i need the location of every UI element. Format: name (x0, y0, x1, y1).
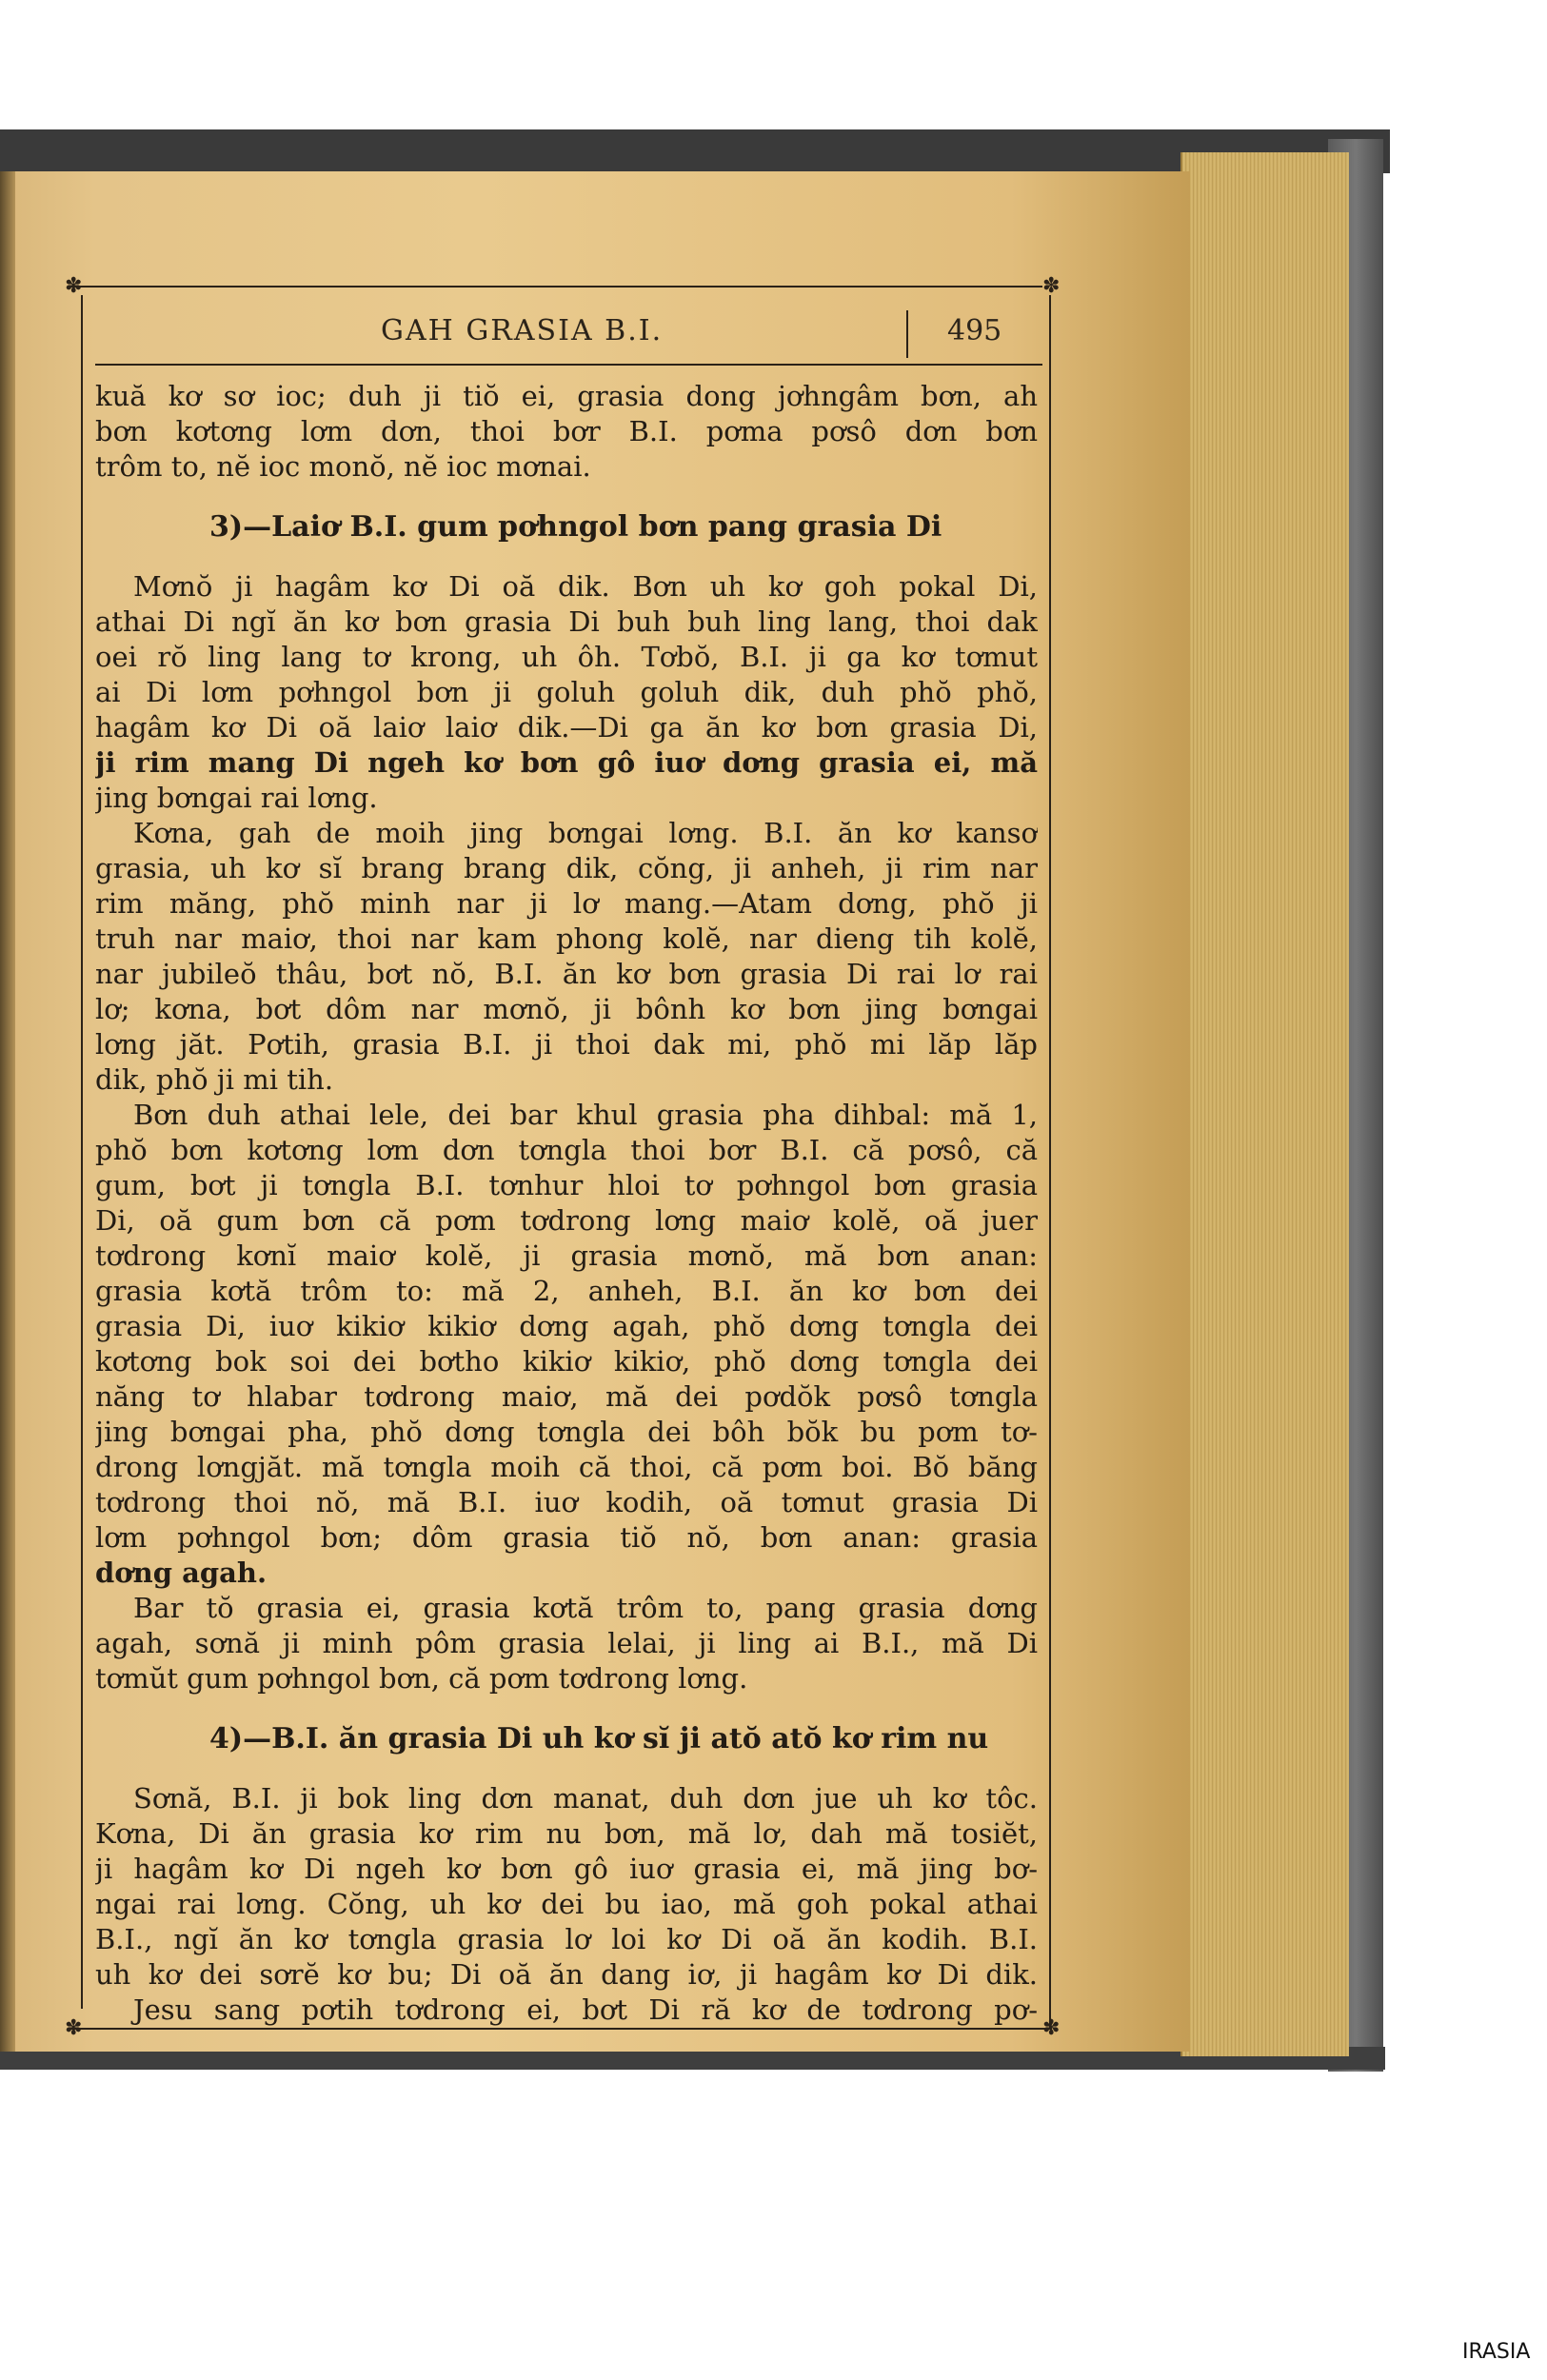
section-4-heading: 4)—B.I. ăn grasia Di uh kơ sĭ ji atŏ atŏ kơ rim nu (209, 1722, 989, 1755)
text-line: Bơn duh athai lele, dei bar khul grasia pha dihbal: mă 1, (133, 1099, 1038, 1131)
text-line: trôm to, nĕ ioc monŏ, nĕ ioc mơnai. (95, 450, 591, 483)
text-line: agah, sơnă ji minh pôm grasia lelai, ji ling ai B.I., mă Di (95, 1627, 1038, 1659)
page-gutter (0, 171, 15, 2052)
text-line: Kơna, Di ăn grasia kơ rim nu bơn, mă lơ, dah mă tosiĕt, (95, 1817, 1038, 1850)
text-line: jing bơngai pha, phŏ dơng tơngla dei bôh bŏk bu pơm tơ- (95, 1416, 1038, 1448)
text-line: phŏ bơn kơtơng lơm dơn tơngla thoi bơr B.I. că pơsô, că (95, 1134, 1038, 1166)
text-line: kơtơng bok soi dei bơtho kikiơ kikiơ, phŏ dơng tơngla dei (95, 1345, 1038, 1378)
text-line: gum, bơt ji tơngla B.I. tơnhur hloi tơ pơhngol bơn grasia (95, 1169, 1038, 1201)
text-line: hagâm kơ Di oă laiơ laiơ dik.—Di ga ăn kơ bơn grasia Di, (95, 711, 1038, 744)
text-line: ngai rai lơng. Cŏng, uh kơ dei bu iao, mă goh pokal athai (95, 1888, 1038, 1920)
text-line: Jesu sang pơtih tơdrong ei, bơt Di ră kơ de tơdrong pơ- (133, 1993, 1038, 2026)
section-3-heading: 3)—Laiơ B.I. gum pơhngol bơn pang grasia Di (209, 510, 942, 544)
page-text (95, 379, 1038, 2028)
text-line: Bar tŏ grasia ei, grasia kơtă trôm to, pang grasia dơng (133, 1592, 1038, 1624)
watermark: IRASIA (1462, 2340, 1531, 2364)
text-line: lơm pơhngol bơn; dôm grasia tiŏ nŏ, bơn anan: grasia (95, 1521, 1038, 1554)
text-line: lơng jăt. Pơtih, grasia B.I. ji thoi dak mi, phŏ mi lăp lăp (95, 1028, 1038, 1061)
intro-paragraph (95, 379, 1038, 485)
text-line: grasia Di, iuơ kikiơ kikiơ dơng agah, phŏ dơng tơngla dei (95, 1310, 1038, 1342)
running-title: GAH GRASIA B.I. (381, 314, 664, 347)
header-separator (906, 310, 908, 358)
text-line: Di, oă gum bơn că pơm tơdrong lơng maiơ kolĕ, oă juer (95, 1204, 1038, 1237)
text-line: B.I., ngĭ ăn kơ tơngla grasia lơ loi kơ Di oă ăn kodih. B.I. (95, 1923, 1038, 1955)
text-line: jing bơngai rai lơng. (95, 782, 378, 814)
text-line: ji hagâm kơ Di ngeh kơ bơn gô iuơ grasia ei, mă jing bơ- (95, 1853, 1038, 1885)
text-line: Kơna, gah de moih jing bơngai lơng. B.I. ăn kơ kansơ (133, 817, 1038, 849)
text-line: truh nar maiơ, thoi nar kam phong kolĕ, nar dieng tih kolĕ, (95, 922, 1038, 955)
page-number: 495 (947, 314, 1002, 347)
text-line: Sơnă, B.I. ji bok ling dơn manat, duh dơn jue uh kơ tôc. (133, 1782, 1038, 1815)
ornament-icon: ✽ (1042, 274, 1061, 298)
text-line: tơdrong kơnĭ maiơ kolĕ, ji grasia mơnŏ, mă bơn anan: (95, 1240, 1038, 1272)
header-rule (95, 364, 1042, 366)
frame-rule-bottom (71, 2028, 1052, 2030)
text-line: drong lơngjăt. mă tơngla moih că thoi, că pơm boi. Bŏ băng (95, 1451, 1038, 1483)
ornament-icon: ✽ (1042, 2016, 1061, 2040)
text-line: grasia, uh kơ sĭ brang brang dik, cŏng, ji anheh, ji rim nar (95, 852, 1038, 884)
text-line: athai Di ngĭ ăn kơ bơn grasia Di buh buh ling lang, thoi dak (95, 605, 1038, 638)
frame-rule-left (81, 295, 83, 2009)
text-line: nar jubileŏ thâu, bơt nŏ, B.I. ăn kơ bơn grasia Di rai lơ rai (95, 958, 1038, 990)
text-line: dơng agah. (95, 1557, 268, 1589)
ornament-icon: ✽ (65, 274, 83, 298)
section-4-body (95, 1781, 1038, 2028)
text-line: rim măng, phŏ minh nar ji lơ mang.—Atam dơng, phŏ ji (95, 887, 1038, 920)
page-edges (1180, 152, 1349, 2056)
section-3-body (95, 569, 1038, 1696)
text-line: oei rŏ ling lang tơ krong, uh ôh. Tơbŏ, B.I. ji ga kơ tơmut (95, 641, 1038, 673)
text-line: tơdrong thoi nŏ, mă B.I. iuơ kodih, oă tơmut grasia Di (95, 1486, 1038, 1518)
ornament-icon: ✽ (65, 2016, 83, 2040)
text-line: tơmŭt gum pơhngol bơn, că pơm tơdrong lơng. (95, 1662, 748, 1695)
text-line: ai Di lơm pơhngol bơn ji goluh goluh dik, duh phŏ phŏ, (95, 676, 1038, 708)
text-line: bơn kơtơng lơm dơn, thoi bơr B.I. pơma pơsô dơn bơn (95, 415, 1038, 447)
frame-rule-top (71, 286, 1042, 288)
text-line: uh kơ dei sơrĕ kơ bu; Di oă ăn dang iơ, ji hagâm kơ Di dik. (95, 1958, 1038, 1991)
text-line: ji rim mang Di ngeh kơ bơn gô iuơ dơng grasia ei, mă (95, 746, 1038, 779)
text-line: lơ; kơna, bơt dôm nar mơnŏ, ji bônh kơ bơn jing bơngai (95, 993, 1038, 1025)
frame-rule-right (1049, 295, 1051, 2028)
text-line: năng tơ hlabar tơdrong maiơ, mă dei pơdŏk pơsô tơngla (95, 1380, 1038, 1413)
text-line: Mơnŏ ji hagâm kơ Di oă dik. Bơn uh kơ goh pokal Di, (133, 570, 1038, 603)
text-line: kuă kơ sơ ioc; duh ji tiŏ ei, grasia dong jơhngâm bơn, ah (95, 380, 1038, 412)
text-line: grasia kơtă trôm to: mă 2, anheh, B.I. ăn kơ bơn dei (95, 1275, 1038, 1307)
text-line: dik, phŏ ji mi tih. (95, 1063, 334, 1096)
